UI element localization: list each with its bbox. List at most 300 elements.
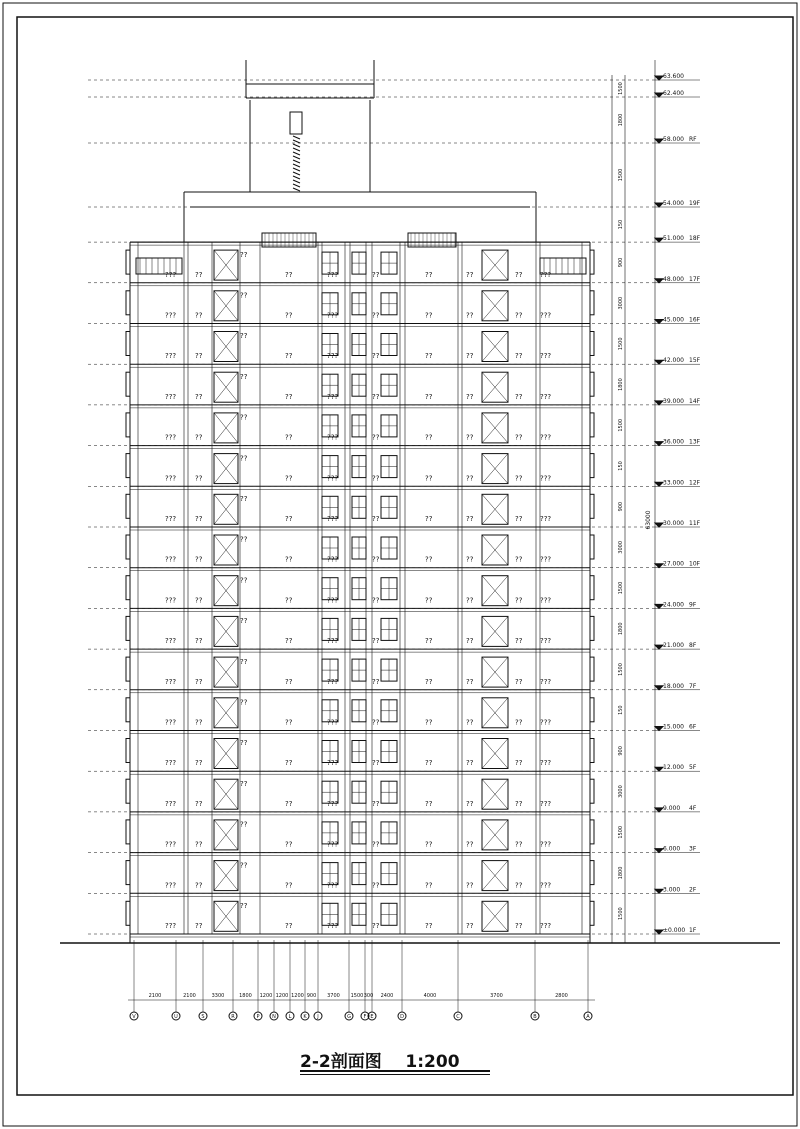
level-elevation: 51.000: [663, 235, 684, 243]
bottom-dim: 300: [363, 993, 374, 999]
side-window: [126, 779, 130, 803]
title-underline-thin: [300, 1074, 490, 1075]
ladder-rung: [293, 152, 300, 155]
bottom-dim: 4000: [423, 993, 437, 999]
axis-label: F: [363, 1014, 367, 1020]
room-label: ??: [515, 840, 523, 849]
room-label: ??: [466, 881, 474, 890]
room-label: ???: [540, 352, 552, 361]
room-label: ??: [195, 718, 203, 727]
room-label: ??: [425, 474, 433, 483]
level-elevation: 54.000: [663, 200, 684, 207]
room-label: ???: [165, 596, 177, 605]
level-marker: [655, 76, 663, 80]
room-label: ??: [195, 799, 203, 808]
room-label: ??: [195, 677, 203, 686]
level-marker: [655, 401, 663, 405]
side-window: [590, 698, 594, 722]
room-label: ???: [165, 637, 177, 646]
room-label: ???: [540, 515, 552, 523]
level-floor: 10F: [689, 560, 701, 568]
room-label: ??: [372, 352, 380, 361]
room-label: ??: [285, 311, 293, 320]
room-label: ??: [425, 677, 433, 686]
level-elevation: 62.400: [663, 90, 684, 97]
room-label: ??: [285, 392, 293, 401]
story-dim: 1500: [618, 337, 624, 351]
bottom-dim: 900: [306, 993, 317, 999]
room-label: ???: [540, 718, 552, 727]
story-dim: 1800: [618, 113, 624, 127]
side-window: [590, 291, 594, 315]
level-floor: 3F: [689, 845, 697, 853]
axis-label: C: [456, 1014, 460, 1020]
ladder-rung: [293, 144, 300, 147]
room-label: ??: [285, 637, 293, 646]
title-underline: [300, 1070, 490, 1072]
room-label: ??: [285, 677, 293, 686]
room-label: ???: [327, 270, 339, 279]
room-label: ???: [540, 881, 552, 890]
axis-label: U: [174, 1014, 178, 1020]
room-label: ???: [165, 759, 177, 768]
bottom-dim: 2800: [555, 993, 568, 999]
room-label: ??: [285, 555, 293, 564]
level-floor: 13F: [689, 438, 701, 446]
side-window: [126, 372, 130, 396]
level-marker: [655, 139, 663, 143]
ladder-rung: [293, 168, 300, 171]
room-label: ??: [466, 555, 474, 564]
room-label: ???: [165, 352, 177, 361]
story-dim: 1500: [618, 825, 624, 839]
story-dim: 1500: [618, 418, 624, 432]
side-window: [590, 535, 594, 559]
bottom-dim: 2100: [183, 993, 196, 999]
room-label: ??: [425, 596, 433, 605]
room-label: ???: [165, 392, 177, 401]
room-label: ???: [540, 555, 552, 564]
room-label: ???: [327, 311, 339, 320]
room-label: ??: [240, 861, 248, 870]
bottom-dim: 1200: [259, 993, 273, 999]
room-label: ???: [540, 433, 552, 442]
drawing-scale: 1:200: [405, 1052, 460, 1072]
room-label: ??: [515, 881, 523, 890]
level-marker: [655, 523, 663, 527]
room-label: ??: [425, 555, 433, 564]
room-label: ??: [240, 576, 248, 585]
story-dim: 150: [618, 219, 624, 230]
room-label: ??: [466, 718, 474, 727]
room-label: ??: [372, 799, 380, 808]
story-dim: 150: [618, 705, 624, 715]
level-marker: [655, 482, 663, 486]
room-label: ??: [425, 270, 433, 279]
side-window: [590, 454, 594, 478]
room-label: ??: [515, 270, 523, 279]
room-label: ??: [240, 698, 248, 707]
side-window: [126, 820, 130, 844]
level-elevation: 45.000: [663, 316, 684, 324]
room-label: ???: [327, 881, 339, 890]
story-dim: 1500: [618, 581, 624, 595]
room-label: ??: [515, 677, 523, 686]
room-label: ??: [466, 596, 474, 605]
level-floor: 15F: [689, 357, 701, 365]
level-marker: [655, 727, 663, 731]
room-label: ???: [540, 677, 552, 686]
room-label: ??: [425, 433, 433, 442]
level-marker: [655, 604, 663, 608]
level-floor: 11F: [689, 520, 701, 527]
room-label: ??: [515, 433, 523, 442]
room-label: ??: [515, 637, 523, 646]
level-marker: [655, 203, 663, 207]
side-window: [590, 250, 594, 274]
level-elevation: 12.000: [663, 764, 684, 772]
room-label: ??: [515, 596, 523, 605]
room-label: ??: [466, 759, 474, 768]
axis-label: S: [201, 1014, 205, 1020]
level-elevation: 63.600: [663, 73, 684, 80]
room-label: ??: [515, 515, 523, 523]
side-window: [590, 616, 594, 640]
level-elevation: 21.000: [663, 642, 684, 650]
level-floor: 8F: [689, 642, 697, 650]
room-label: ??: [372, 840, 380, 849]
level-floor: 1F: [689, 927, 697, 934]
water-tank: [290, 112, 302, 134]
level-elevation: 24.000: [663, 601, 684, 609]
story-dim: 1800: [618, 622, 624, 636]
room-label: ??: [372, 881, 380, 890]
level-floor: 2F: [689, 886, 697, 894]
room-label: ??: [372, 596, 380, 605]
room-label: ???: [165, 881, 177, 890]
room-label: ??: [285, 596, 293, 605]
axis-label: V: [132, 1014, 136, 1020]
level-elevation: 30.000: [663, 520, 684, 527]
side-window: [126, 901, 130, 925]
room-label: ???: [165, 433, 177, 442]
room-label: ???: [327, 799, 339, 808]
level-elevation: 58.000: [663, 136, 684, 143]
room-label: ??: [466, 637, 474, 646]
level-marker: [655, 849, 663, 853]
room-label: ??: [372, 270, 380, 279]
side-window: [126, 494, 130, 518]
axis-label: R: [231, 1014, 235, 1020]
drawing-title-text: 2-2剖面图: [300, 1052, 382, 1072]
bottom-dim: 1800: [239, 993, 252, 999]
room-label: ???: [540, 922, 552, 930]
level-floor: 18F: [689, 235, 701, 243]
room-label: ??: [285, 718, 293, 727]
room-label: ??: [425, 392, 433, 401]
room-label: ??: [466, 515, 474, 523]
level-marker: [655, 279, 663, 283]
room-label: ??: [195, 311, 203, 320]
side-window: [126, 657, 130, 681]
room-label: ??: [240, 739, 248, 748]
room-label: ??: [240, 535, 248, 544]
room-label: ??: [425, 515, 433, 523]
ladder-rung: [293, 172, 300, 175]
ladder-rung: [293, 176, 300, 179]
room-label: ???: [327, 637, 339, 646]
room-label: ??: [372, 637, 380, 646]
ladder-rung: [293, 148, 300, 151]
story-dim: 1500: [618, 907, 624, 921]
room-label: ??: [195, 474, 203, 483]
room-label: ??: [285, 474, 293, 483]
room-label: ??: [240, 413, 248, 422]
room-label: ??: [240, 617, 248, 626]
room-label: ??: [466, 922, 474, 930]
room-label: ??: [466, 392, 474, 401]
room-label: ??: [372, 759, 380, 768]
room-label: ??: [425, 352, 433, 361]
room-label: ??: [466, 352, 474, 361]
ladder-rung: [293, 160, 300, 163]
story-dim: 3000: [618, 785, 624, 798]
story-dim: 1800: [618, 378, 624, 391]
room-label: ???: [327, 433, 339, 442]
room-label: ??: [425, 637, 433, 646]
level-floor: 6F: [689, 723, 697, 731]
level-floor: 16F: [689, 316, 701, 324]
story-dim: 1500: [618, 82, 624, 95]
room-label: ???: [540, 596, 552, 605]
room-label: ??: [240, 454, 248, 463]
axis-label: E: [370, 1014, 374, 1020]
level-floor: RF: [689, 136, 697, 143]
level-elevation: 39.000: [663, 397, 684, 405]
room-label: ??: [195, 392, 203, 401]
side-window: [126, 332, 130, 356]
total-height-dim: 63000: [645, 510, 652, 530]
level-marker: [655, 442, 663, 446]
room-label: ??: [515, 392, 523, 401]
room-label: ???: [165, 474, 177, 483]
ladder-rung: [293, 140, 300, 143]
story-dim: 3000: [618, 540, 624, 554]
room-label: ???: [327, 922, 339, 930]
room-label: ??: [240, 250, 248, 259]
bottom-dim: 3700: [327, 993, 340, 999]
room-label: ???: [165, 840, 177, 849]
level-elevation: 3.000: [663, 886, 681, 894]
side-window: [126, 861, 130, 885]
room-label: ???: [165, 922, 177, 930]
room-label: ??: [285, 759, 293, 768]
level-marker: [655, 930, 663, 934]
room-label: ??: [195, 433, 203, 442]
room-label: ???: [540, 637, 552, 646]
room-label: ??: [240, 820, 248, 829]
room-label: ??: [466, 799, 474, 808]
story-dim: 900: [618, 746, 624, 756]
room-label: ??: [425, 922, 433, 930]
room-label: ??: [285, 881, 293, 890]
side-window: [126, 250, 130, 274]
room-label: ??: [195, 555, 203, 564]
bottom-dim: 3700: [490, 993, 503, 999]
axis-label: J: [317, 1014, 319, 1020]
ladder-rung: [293, 180, 300, 183]
level-elevation: 9.000: [663, 804, 681, 812]
room-label: ??: [372, 311, 380, 320]
bottom-dim: 1200: [275, 993, 289, 999]
level-floor: 19F: [689, 200, 701, 207]
level-floor: 17F: [689, 275, 701, 283]
side-window: [590, 657, 594, 681]
room-label: ??: [195, 596, 203, 605]
side-window: [590, 576, 594, 600]
story-dim: 900: [618, 257, 624, 268]
room-label: ??: [372, 433, 380, 442]
side-window: [126, 739, 130, 763]
level-elevation: 33.000: [663, 479, 684, 487]
side-window: [590, 494, 594, 518]
room-label: ??: [372, 555, 380, 564]
side-window: [590, 372, 594, 396]
ladder-rung: [293, 184, 300, 187]
axis-label: P: [256, 1014, 260, 1020]
room-label: ??: [372, 922, 380, 930]
story-dim: 1500: [618, 168, 624, 182]
room-label: ??: [466, 840, 474, 849]
side-window: [590, 413, 594, 437]
story-dim: 1500: [618, 663, 624, 676]
level-marker: [655, 767, 663, 771]
level-marker: [655, 320, 663, 324]
room-label: ???: [327, 515, 339, 523]
room-label: ??: [240, 332, 248, 341]
level-elevation: 48.000: [663, 275, 684, 283]
side-window: [590, 901, 594, 925]
room-label: ???: [327, 352, 339, 361]
level-elevation: 27.000: [663, 560, 684, 568]
side-window: [126, 413, 130, 437]
level-floor: 7F: [689, 682, 697, 690]
drawing-title: [300, 1047, 460, 1072]
room-label: ??: [425, 759, 433, 768]
level-floor: 9F: [689, 601, 697, 609]
room-label: ???: [165, 515, 177, 523]
axis-label: K: [303, 1014, 307, 1020]
room-label: ???: [165, 677, 177, 686]
room-label: ??: [240, 372, 248, 381]
level-marker: [655, 93, 663, 97]
room-label: ???: [327, 677, 339, 686]
side-window: [126, 454, 130, 478]
level-marker: [655, 564, 663, 568]
level-marker: [655, 360, 663, 364]
room-label: ???: [165, 270, 177, 279]
level-elevation: 42.000: [663, 357, 684, 365]
story-dim: 900: [618, 501, 624, 512]
room-label: ??: [515, 352, 523, 361]
room-label: ??: [466, 311, 474, 320]
room-label: ??: [515, 718, 523, 727]
level-marker: [655, 686, 663, 690]
room-label: ??: [466, 270, 474, 279]
room-label: ??: [425, 799, 433, 808]
room-label: ???: [540, 474, 552, 483]
room-label: ??: [515, 555, 523, 564]
bottom-dim: 2400: [380, 993, 394, 999]
room-label: ??: [195, 922, 203, 930]
drawing-labels: [132, 73, 700, 1020]
level-elevation: 15.000: [663, 723, 684, 731]
room-label: ??: [372, 677, 380, 686]
bottom-dim: 1200: [291, 993, 304, 999]
level-elevation: ±0.000: [663, 927, 686, 934]
room-label: ??: [372, 392, 380, 401]
room-label: ??: [466, 677, 474, 686]
level-floor: 12F: [689, 479, 701, 487]
level-floor: 4F: [689, 804, 697, 812]
axis-label: A: [586, 1014, 590, 1020]
side-window: [126, 616, 130, 640]
level-elevation: 36.000: [663, 438, 684, 446]
room-label: ???: [327, 718, 339, 727]
room-label: ???: [165, 311, 177, 320]
room-label: ??: [515, 474, 523, 483]
level-elevation: 6.000: [663, 845, 681, 853]
room-label: ??: [285, 515, 293, 523]
room-label: ???: [540, 270, 552, 279]
bottom-dim: 3300: [211, 993, 225, 999]
room-label: ??: [466, 474, 474, 483]
axis-label: L: [288, 1014, 292, 1020]
room-label: ???: [165, 799, 177, 808]
room-label: ??: [195, 515, 203, 523]
level-marker: [655, 238, 663, 242]
room-label: ???: [327, 474, 339, 483]
room-label: ??: [425, 881, 433, 890]
level-marker: [655, 645, 663, 649]
axis-label: G: [347, 1014, 351, 1020]
room-label: ??: [515, 311, 523, 320]
room-label: ??: [515, 759, 523, 768]
side-window: [590, 779, 594, 803]
ladder-rung: [293, 164, 300, 167]
axis-label: N: [272, 1014, 276, 1020]
level-elevation: 18.000: [663, 682, 684, 690]
room-label: ??: [285, 922, 293, 930]
side-window: [126, 535, 130, 559]
room-label: ??: [240, 495, 248, 503]
room-label: ???: [165, 555, 177, 564]
room-label: ???: [540, 759, 552, 768]
room-label: ??: [466, 433, 474, 442]
room-label: ??: [425, 718, 433, 727]
room-label: ??: [285, 433, 293, 442]
room-label: ???: [327, 840, 339, 849]
ladder-rung: [293, 188, 300, 191]
room-label: ??: [195, 840, 203, 849]
axis-label: B: [533, 1014, 537, 1020]
room-label: ??: [240, 779, 248, 788]
room-label: ??: [195, 637, 203, 646]
room-label: ??: [372, 474, 380, 483]
room-label: ??: [195, 270, 203, 279]
room-label: ???: [165, 718, 177, 727]
side-window: [590, 332, 594, 356]
